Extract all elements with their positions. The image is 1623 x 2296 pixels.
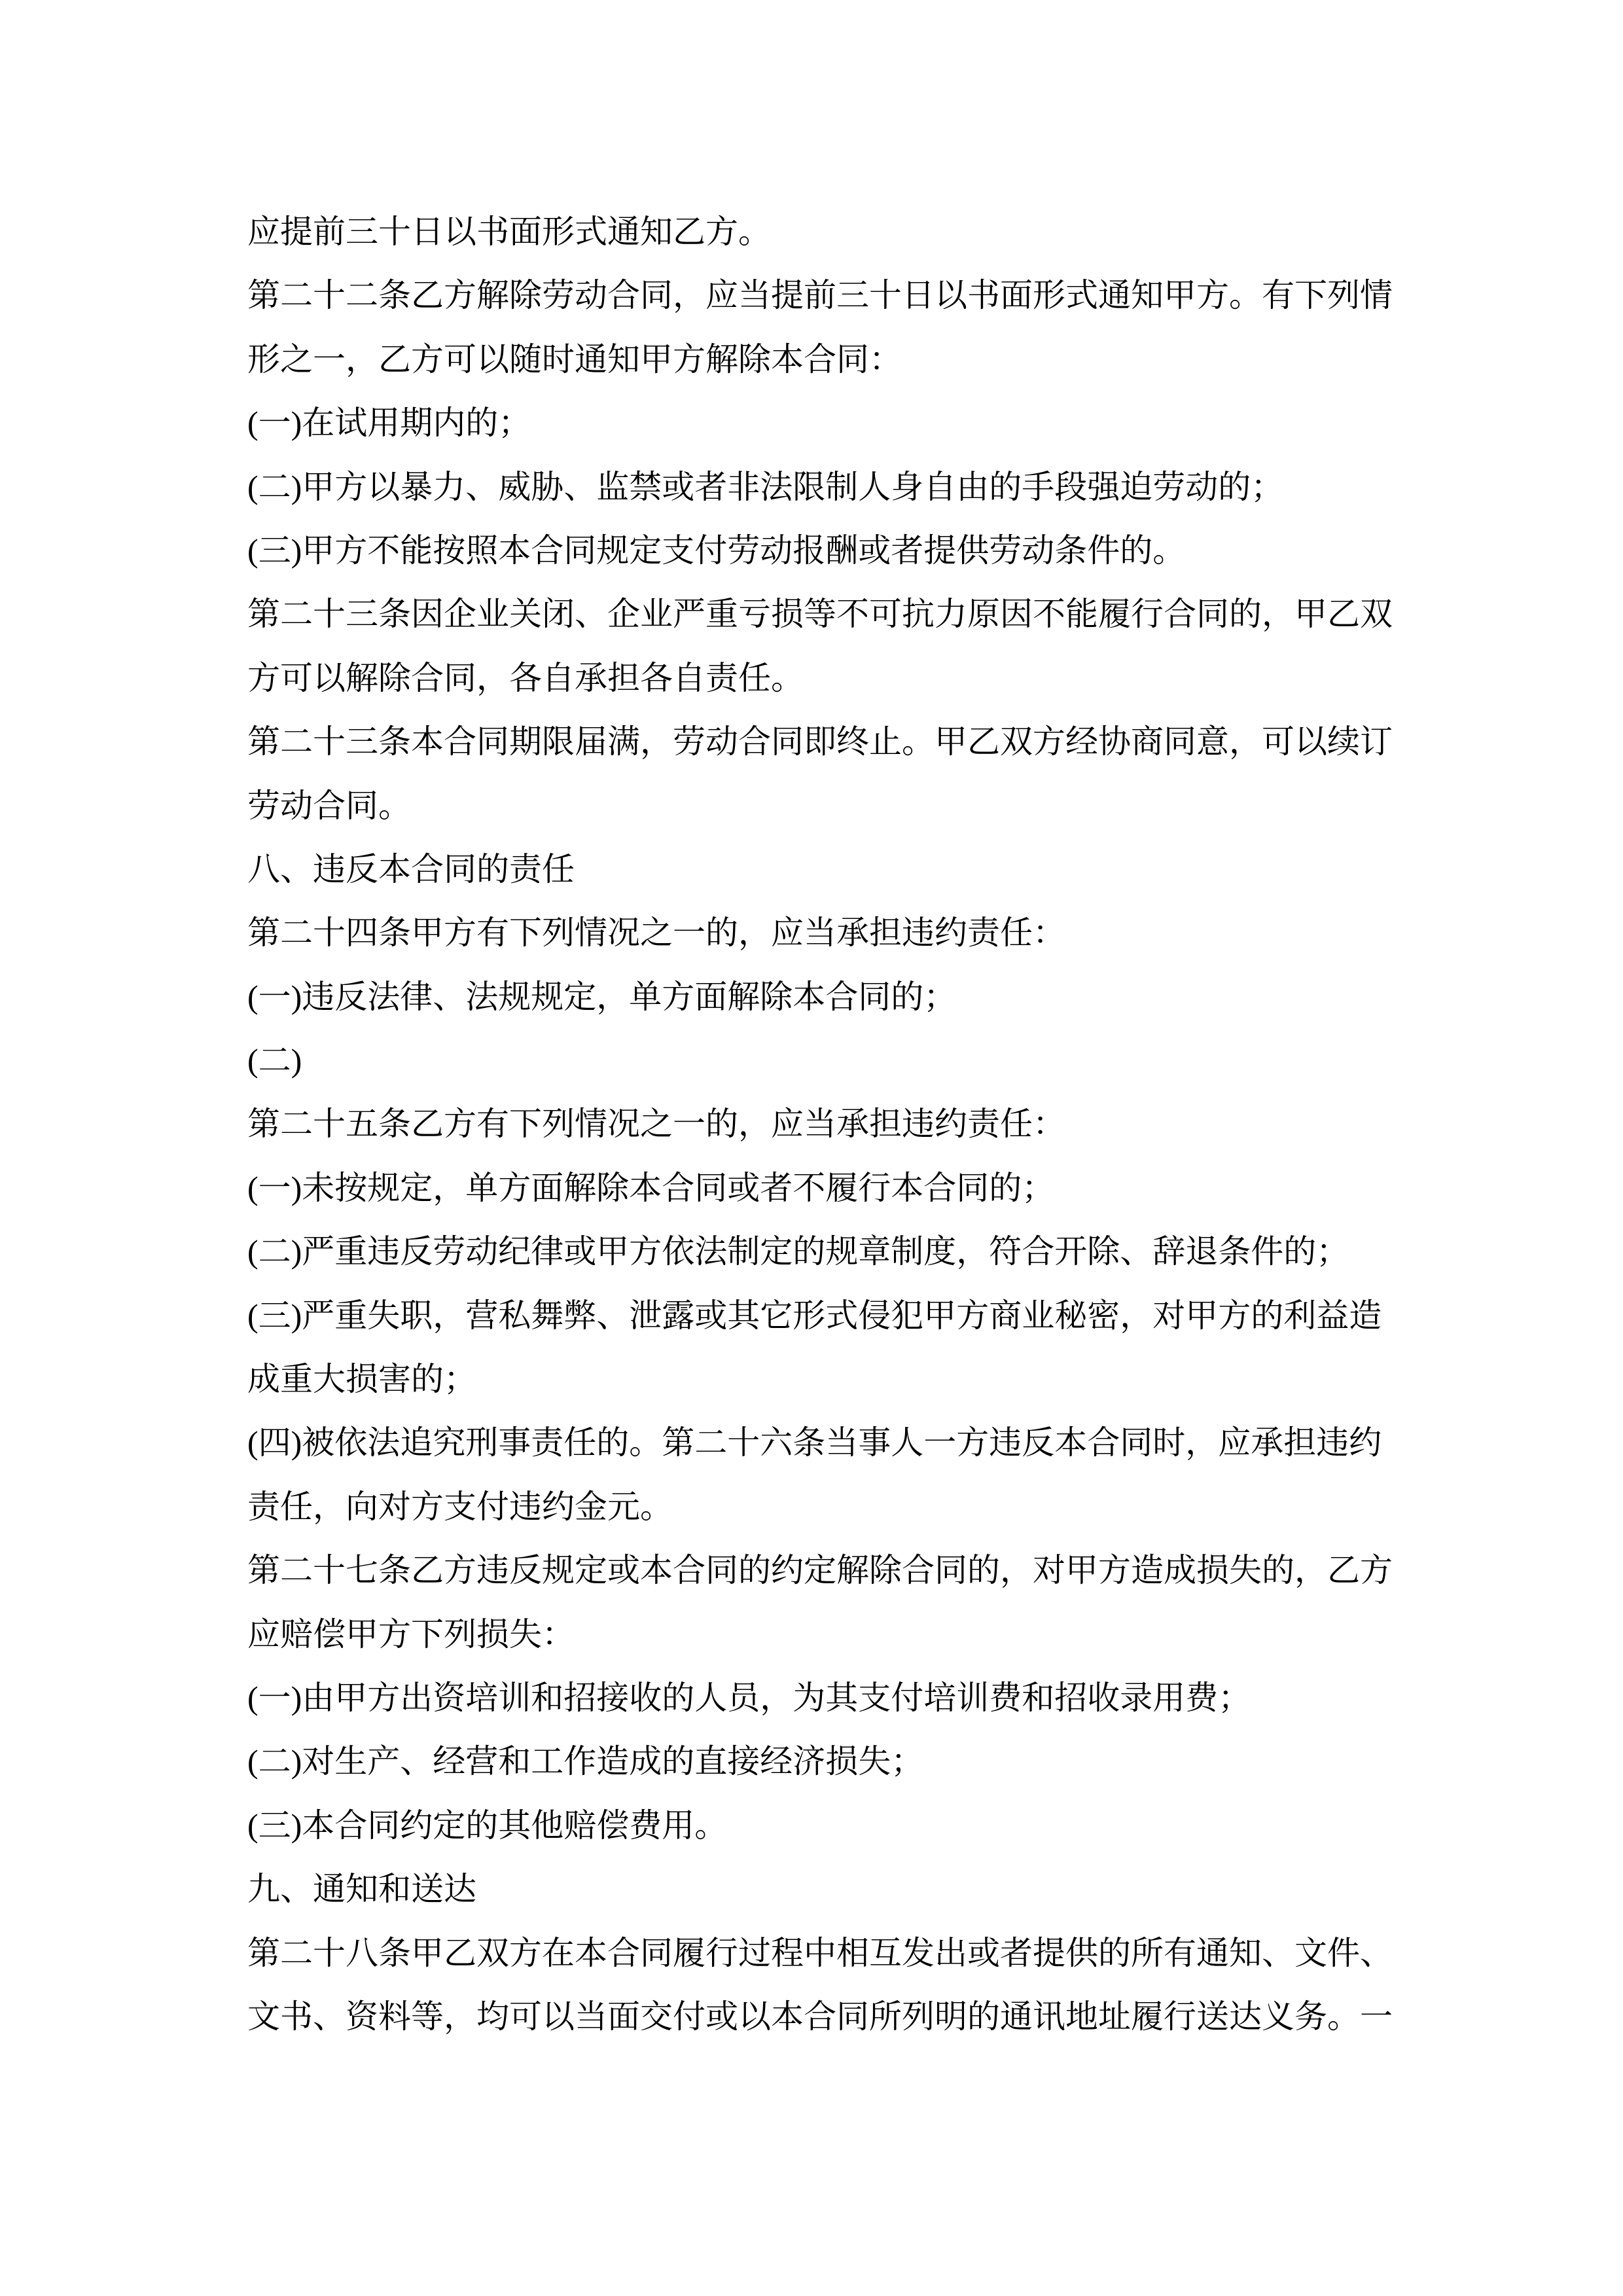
- text-line: 第二十三条本合同期限届满，劳动合同即终止。甲乙双方经协商同意，可以续订: [247, 723, 1393, 761]
- text-line: (二): [247, 1042, 302, 1079]
- section-heading: 八、违反本合同的责任: [247, 850, 575, 888]
- text-line: (一)未按规定，单方面解除本合同或者不履行本合同的；: [247, 1169, 1055, 1206]
- text-line: 成重大损害的；: [247, 1361, 476, 1398]
- text-line: 应赔偿甲方下列损失：: [247, 1615, 575, 1653]
- text-line: 第二十四条甲方有下列情况之一的，应当承担违约责任：: [247, 914, 1065, 952]
- text-line: 应提前三十日以书面形式通知乙方。: [247, 213, 771, 250]
- text-line: 文书、资料等，均可以当面交付或以本合同所列明的通讯地址履行送达义务。一: [247, 1998, 1393, 2035]
- text-line: 形之一，乙方可以随时通知甲方解除本合同：: [247, 340, 902, 378]
- text-line: (三)甲方不能按照本合同规定支付劳动报酬或者提供劳动条件的。: [247, 531, 1186, 569]
- text-line: (一)违反法律、法规规定，单方面解除本合同的；: [247, 978, 957, 1015]
- text-line: (二)对生产、经营和工作造成的直接经济损失；: [247, 1743, 924, 1780]
- text-line: 第二十二条乙方解除劳动合同，应当提前三十日以书面形式通知甲方。有下列情: [247, 277, 1393, 314]
- text-line: 第二十八条甲乙双方在本合同履行过程中相互发出或者提供的所有通知、文件、: [247, 1934, 1393, 1971]
- text-line: 劳动合同。: [247, 787, 411, 824]
- text-line: 第二十五条乙方有下列情况之一的，应当承担违约责任：: [247, 1105, 1065, 1143]
- text-line: (二)甲方以暴力、威胁、监禁或者非法限制人身自由的手段强迫劳动的；: [247, 468, 1284, 505]
- text-line: 责任，向对方支付违约金元。: [247, 1488, 673, 1525]
- text-line: 第二十三条因企业关闭、企业严重亏损等不可抗力原因不能履行合同的，甲乙双: [247, 596, 1393, 633]
- text-line: 方可以解除合同，各自承担各自责任。: [247, 659, 804, 696]
- text-line: (二)严重违反劳动纪律或甲方依法制定的规章制度，符合开除、辞退条件的；: [247, 1233, 1349, 1270]
- text-line: (一)由甲方出资培训和招接收的人员，为其支付培训费和招收录用费；: [247, 1679, 1251, 1716]
- text-line: (三)严重失职，营私舞弊、泄露或其它形式侵犯甲方商业秘密，对甲方的利益造: [247, 1297, 1382, 1334]
- text-line: (四)被依法追究刑事责任的。第二十六条当事人一方违反本合同时，应承担违约: [247, 1424, 1382, 1462]
- contract-text-block: [247, 200, 1399, 2049]
- text-line: (三)本合同约定的其他赔偿费用。: [247, 1806, 728, 1844]
- text-line: 第二十七条乙方违反规定或本合同的约定解除合同的，对甲方造成损失的，乙方: [247, 1552, 1393, 1589]
- section-heading: 九、通知和送达: [247, 1871, 476, 1908]
- text-line: (一)在试用期内的；: [247, 404, 531, 442]
